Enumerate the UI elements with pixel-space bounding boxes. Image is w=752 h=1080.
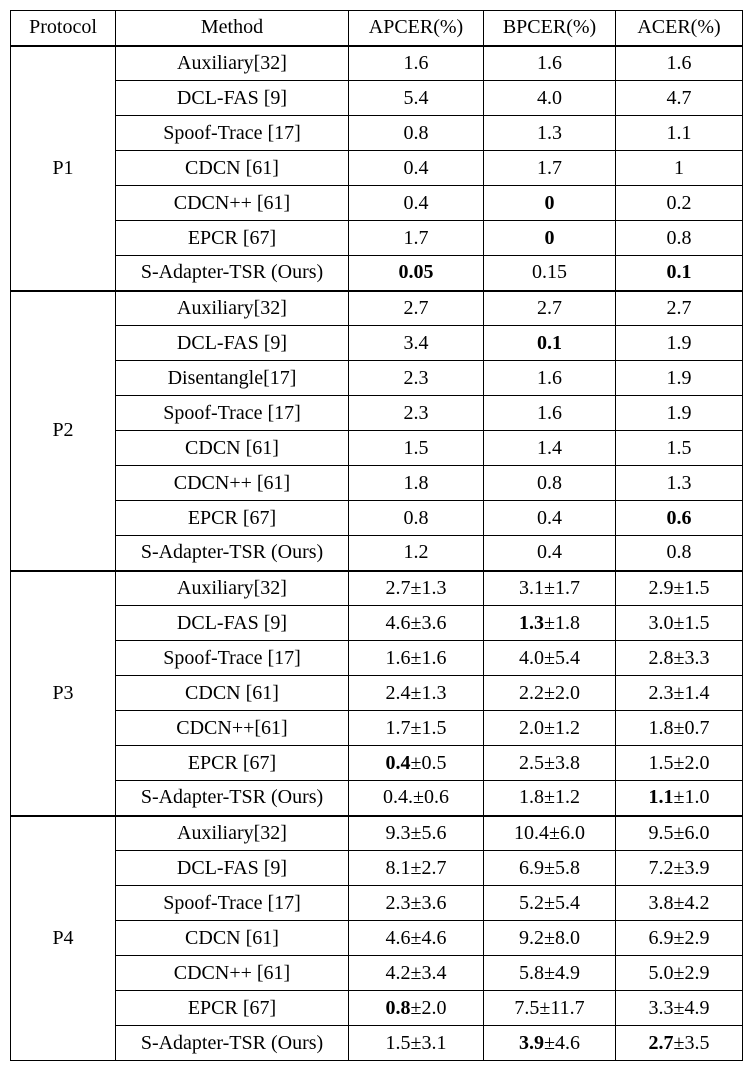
bpcer-cell [484, 851, 616, 886]
acer-cell [616, 466, 743, 501]
bpcer-value: 0.4 [537, 541, 562, 564]
table-row [11, 641, 743, 676]
apcer-cell [349, 326, 484, 361]
apcer-cell [349, 221, 484, 256]
bpcer-cell [484, 711, 616, 746]
header-method: Method [116, 11, 349, 46]
method-cell: CDCN [61] [116, 921, 349, 956]
bpcer-value: 1.6 [537, 401, 562, 424]
bpcer-cell [484, 641, 616, 676]
bpcer-cell [484, 571, 616, 606]
method-cell: Auxiliary[32] [116, 816, 349, 851]
acer-cell [616, 431, 743, 466]
table-row [11, 396, 743, 431]
table-row [11, 711, 743, 746]
method-cell: S-Adapter-TSR (Ours) [116, 781, 349, 816]
apcer-cell [349, 81, 484, 116]
acer-value: 2.9±1.5 [648, 576, 710, 599]
bpcer-value: 2.2±2.0 [519, 681, 580, 704]
table-row [11, 991, 743, 1026]
acer-cell [616, 501, 743, 536]
apcer-cell [349, 781, 484, 816]
bpcer-value: 7.5±11.7 [514, 996, 585, 1019]
method-cell: DCL-FAS [9] [116, 81, 349, 116]
bpcer-cell [484, 326, 616, 361]
apcer-value: 4.6±4.6 [385, 926, 447, 949]
header-bpcer: BPCER(%) [484, 11, 616, 46]
method-cell: CDCN [61] [116, 676, 349, 711]
method-cell: S-Adapter-TSR (Ours) [116, 1026, 349, 1061]
apcer-value: 4.2±3.4 [385, 961, 447, 984]
apcer-cell [349, 256, 484, 291]
apcer-value: 4.6±3.6 [385, 611, 447, 634]
bpcer-value: 6.9±5.8 [519, 856, 580, 879]
acer-cell [616, 676, 743, 711]
acer-value: ±1.0 [673, 786, 710, 809]
method-cell: CDCN++ [61] [116, 186, 349, 221]
acer-value: 9.5±6.0 [648, 821, 710, 844]
acer-cell [616, 221, 743, 256]
bpcer-value: 9.2±8.0 [519, 926, 580, 949]
bpcer-value: ±1.8 [544, 611, 580, 634]
bpcer-value: 1.3 [537, 121, 562, 144]
apcer-cell [349, 151, 484, 186]
bpcer-best-value: 0 [544, 226, 555, 249]
apcer-value: 0.4.±0.6 [383, 786, 449, 809]
apcer-cell [349, 746, 484, 781]
acer-cell [616, 46, 743, 81]
apcer-cell [349, 186, 484, 221]
acer-value: 2.7 [666, 296, 692, 319]
apcer-cell [349, 1026, 484, 1061]
bpcer-value: 3.1±1.7 [519, 576, 580, 599]
bpcer-cell [484, 536, 616, 571]
apcer-value: 0.8 [403, 121, 429, 144]
acer-cell [616, 886, 743, 921]
acer-value: 1.5±2.0 [648, 751, 710, 774]
bpcer-cell [484, 466, 616, 501]
acer-value: 5.0±2.9 [648, 961, 710, 984]
apcer-cell [349, 116, 484, 151]
apcer-cell [349, 396, 484, 431]
apcer-value: 2.7 [403, 296, 429, 319]
apcer-value: 1.6 [403, 51, 429, 74]
acer-value: 2.8±3.3 [648, 646, 710, 669]
method-cell: EPCR [67] [116, 501, 349, 536]
bpcer-cell [484, 221, 616, 256]
table-row [11, 781, 743, 816]
bpcer-cell [484, 186, 616, 221]
acer-value: 1.1 [666, 121, 692, 144]
acer-best-value: 0.6 [666, 506, 692, 529]
acer-cell [616, 186, 743, 221]
protocol-cell: P2 [11, 291, 116, 571]
apcer-cell [349, 886, 484, 921]
apcer-value: 1.6±1.6 [385, 646, 447, 669]
method-cell: DCL-FAS [9] [116, 606, 349, 641]
apcer-cell [349, 291, 484, 326]
acer-cell [616, 851, 743, 886]
bpcer-cell [484, 291, 616, 326]
apcer-value: 2.3 [403, 366, 429, 389]
apcer-value: 1.8 [403, 471, 429, 494]
apcer-value: 9.3±5.6 [385, 821, 447, 844]
table-row [11, 361, 743, 396]
method-cell: Spoof-Trace [17] [116, 641, 349, 676]
bpcer-cell [484, 956, 616, 991]
acer-cell [616, 816, 743, 851]
apcer-cell [349, 46, 484, 81]
apcer-cell [349, 571, 484, 606]
bpcer-cell [484, 781, 616, 816]
acer-value: 3.0±1.5 [648, 611, 710, 634]
apcer-value: 1.2 [403, 541, 429, 564]
bpcer-value: 1.4 [537, 436, 562, 459]
bpcer-cell [484, 151, 616, 186]
bpcer-value: 4.0 [537, 86, 562, 109]
apcer-cell [349, 816, 484, 851]
apcer-cell [349, 641, 484, 676]
header-apcer: APCER(%) [349, 11, 484, 46]
apcer-cell [349, 676, 484, 711]
method-cell: DCL-FAS [9] [116, 326, 349, 361]
apcer-value: 2.3 [403, 401, 429, 424]
protocol-cell: P4 [11, 816, 116, 1061]
apcer-value: 2.7±1.3 [385, 576, 447, 599]
apcer-cell [349, 466, 484, 501]
table-row [11, 81, 743, 116]
bpcer-cell [484, 991, 616, 1026]
bpcer-cell [484, 361, 616, 396]
bpcer-value: 0.8 [537, 471, 562, 494]
bpcer-value: 2.5±3.8 [519, 751, 580, 774]
acer-best-value: 0.1 [666, 261, 692, 284]
table-row [11, 221, 743, 256]
apcer-cell [349, 536, 484, 571]
table-row [11, 291, 743, 326]
apcer-best-value: 0.4 [385, 751, 411, 774]
method-cell: CDCN++ [61] [116, 466, 349, 501]
acer-cell [616, 291, 743, 326]
acer-cell [616, 956, 743, 991]
method-cell: Auxiliary[32] [116, 291, 349, 326]
acer-value: 7.2±3.9 [648, 856, 710, 879]
method-cell: EPCR [67] [116, 746, 349, 781]
acer-value: ±3.5 [673, 1031, 710, 1054]
apcer-value: 0.8 [403, 506, 429, 529]
table-row [11, 536, 743, 571]
acer-cell [616, 326, 743, 361]
apcer-cell [349, 921, 484, 956]
method-cell: CDCN++ [61] [116, 956, 349, 991]
acer-cell [616, 536, 743, 571]
table-row [11, 816, 743, 851]
acer-cell [616, 571, 743, 606]
bpcer-cell [484, 81, 616, 116]
acer-value: 1.9 [666, 366, 692, 389]
table-row [11, 326, 743, 361]
protocol-cell: P3 [11, 571, 116, 816]
results-table [10, 10, 743, 1061]
table-row [11, 956, 743, 991]
apcer-value: 1.7±1.5 [385, 716, 447, 739]
apcer-value: 2.3±3.6 [385, 891, 447, 914]
acer-cell [616, 991, 743, 1026]
acer-value: 0.2 [666, 191, 692, 214]
acer-best-value: 2.7 [648, 1031, 674, 1054]
acer-cell [616, 641, 743, 676]
acer-value: 1.5 [666, 436, 692, 459]
acer-cell [616, 151, 743, 186]
acer-best-value: 1.1 [648, 786, 674, 809]
method-cell: Auxiliary[32] [116, 571, 349, 606]
table-row [11, 886, 743, 921]
apcer-value: 8.1±2.7 [385, 856, 447, 879]
apcer-value: 0.4 [403, 156, 429, 179]
acer-value: 1.9 [666, 401, 692, 424]
bpcer-cell [484, 256, 616, 291]
table-row [11, 571, 743, 606]
bpcer-value: 2.7 [537, 296, 562, 319]
apcer-cell [349, 361, 484, 396]
bpcer-value: 0.4 [537, 506, 562, 529]
bpcer-cell [484, 746, 616, 781]
apcer-value: 0.4 [403, 191, 429, 214]
apcer-value: 1.5 [403, 436, 429, 459]
table-row [11, 46, 743, 81]
bpcer-cell [484, 396, 616, 431]
bpcer-value: 1.7 [537, 156, 562, 179]
acer-value: 1.3 [666, 471, 692, 494]
method-cell: Spoof-Trace [17] [116, 396, 349, 431]
apcer-best-value: 0.8 [385, 996, 411, 1019]
apcer-cell [349, 956, 484, 991]
acer-value: 1.6 [666, 51, 692, 74]
apcer-cell [349, 991, 484, 1026]
method-cell: CDCN [61] [116, 151, 349, 186]
acer-cell [616, 606, 743, 641]
acer-cell [616, 116, 743, 151]
acer-value: 1.8±0.7 [648, 716, 710, 739]
bpcer-cell [484, 816, 616, 851]
bpcer-value: 5.2±5.4 [519, 891, 580, 914]
bpcer-value: 0.15 [532, 261, 567, 284]
bpcer-value: 1.6 [537, 366, 562, 389]
apcer-value: 1.5±3.1 [385, 1031, 447, 1054]
table-row [11, 501, 743, 536]
bpcer-cell [484, 431, 616, 466]
bpcer-value: 1.6 [537, 51, 562, 74]
table-row [11, 921, 743, 956]
table-row [11, 116, 743, 151]
acer-cell [616, 81, 743, 116]
acer-value: 3.8±4.2 [648, 891, 710, 914]
method-cell: Spoof-Trace [17] [116, 116, 349, 151]
bpcer-cell [484, 921, 616, 956]
acer-cell [616, 256, 743, 291]
bpcer-cell [484, 116, 616, 151]
table-row [11, 431, 743, 466]
bpcer-cell [484, 501, 616, 536]
bpcer-value: 5.8±4.9 [519, 961, 580, 984]
bpcer-cell [484, 676, 616, 711]
bpcer-value: 2.0±1.2 [519, 716, 580, 739]
acer-cell [616, 1026, 743, 1061]
acer-value: 4.7 [666, 86, 692, 109]
method-cell: S-Adapter-TSR (Ours) [116, 256, 349, 291]
bpcer-value: 1.8±1.2 [519, 786, 580, 809]
protocol-cell: P1 [11, 46, 116, 291]
apcer-value: ±0.5 [410, 751, 447, 774]
method-cell: Auxiliary[32] [116, 46, 349, 81]
acer-value: 1 [674, 156, 684, 179]
method-cell: S-Adapter-TSR (Ours) [116, 536, 349, 571]
table-row [11, 851, 743, 886]
apcer-value: ±2.0 [410, 996, 447, 1019]
apcer-value: 5.4 [403, 86, 429, 109]
bpcer-best-value: 1.3 [519, 611, 544, 634]
bpcer-cell [484, 46, 616, 81]
method-cell: Disentangle[17] [116, 361, 349, 396]
acer-cell [616, 396, 743, 431]
header-acer: ACER(%) [616, 11, 743, 46]
method-cell: Spoof-Trace [17] [116, 886, 349, 921]
bpcer-best-value: 3.9 [519, 1031, 544, 1054]
method-cell: CDCN++[61] [116, 711, 349, 746]
bpcer-value: ±4.6 [544, 1031, 580, 1054]
acer-value: 3.3±4.9 [648, 996, 710, 1019]
header-row [11, 11, 743, 46]
acer-cell [616, 781, 743, 816]
apcer-value: 2.4±1.3 [385, 681, 447, 704]
apcer-cell [349, 851, 484, 886]
method-cell: EPCR [67] [116, 221, 349, 256]
acer-cell [616, 921, 743, 956]
bpcer-value: 10.4±6.0 [514, 821, 585, 844]
header-protocol: Protocol [11, 11, 116, 46]
method-cell: CDCN [61] [116, 431, 349, 466]
apcer-cell [349, 711, 484, 746]
table-row [11, 606, 743, 641]
acer-cell [616, 711, 743, 746]
method-cell: DCL-FAS [9] [116, 851, 349, 886]
apcer-value: 3.4 [403, 331, 429, 354]
table-row [11, 256, 743, 291]
apcer-cell [349, 606, 484, 641]
table-body [11, 46, 743, 1061]
acer-value: 6.9±2.9 [648, 926, 710, 949]
apcer-value: 1.7 [403, 226, 429, 249]
table-row [11, 1026, 743, 1061]
table-row [11, 151, 743, 186]
bpcer-cell [484, 886, 616, 921]
bpcer-value: 4.0±5.4 [519, 646, 580, 669]
acer-value: 1.9 [666, 331, 692, 354]
bpcer-best-value: 0 [544, 191, 555, 214]
acer-value: 2.3±1.4 [648, 681, 710, 704]
acer-cell [616, 361, 743, 396]
table-row [11, 466, 743, 501]
apcer-best-value: 0.05 [398, 261, 434, 284]
apcer-cell [349, 501, 484, 536]
apcer-cell [349, 431, 484, 466]
table-row [11, 186, 743, 221]
table-row [11, 746, 743, 781]
bpcer-cell [484, 606, 616, 641]
bpcer-best-value: 0.1 [537, 331, 562, 354]
method-cell: EPCR [67] [116, 991, 349, 1026]
bpcer-cell [484, 1026, 616, 1061]
acer-value: 0.8 [666, 226, 692, 249]
table-row [11, 676, 743, 711]
acer-value: 0.8 [666, 541, 692, 564]
acer-cell [616, 746, 743, 781]
